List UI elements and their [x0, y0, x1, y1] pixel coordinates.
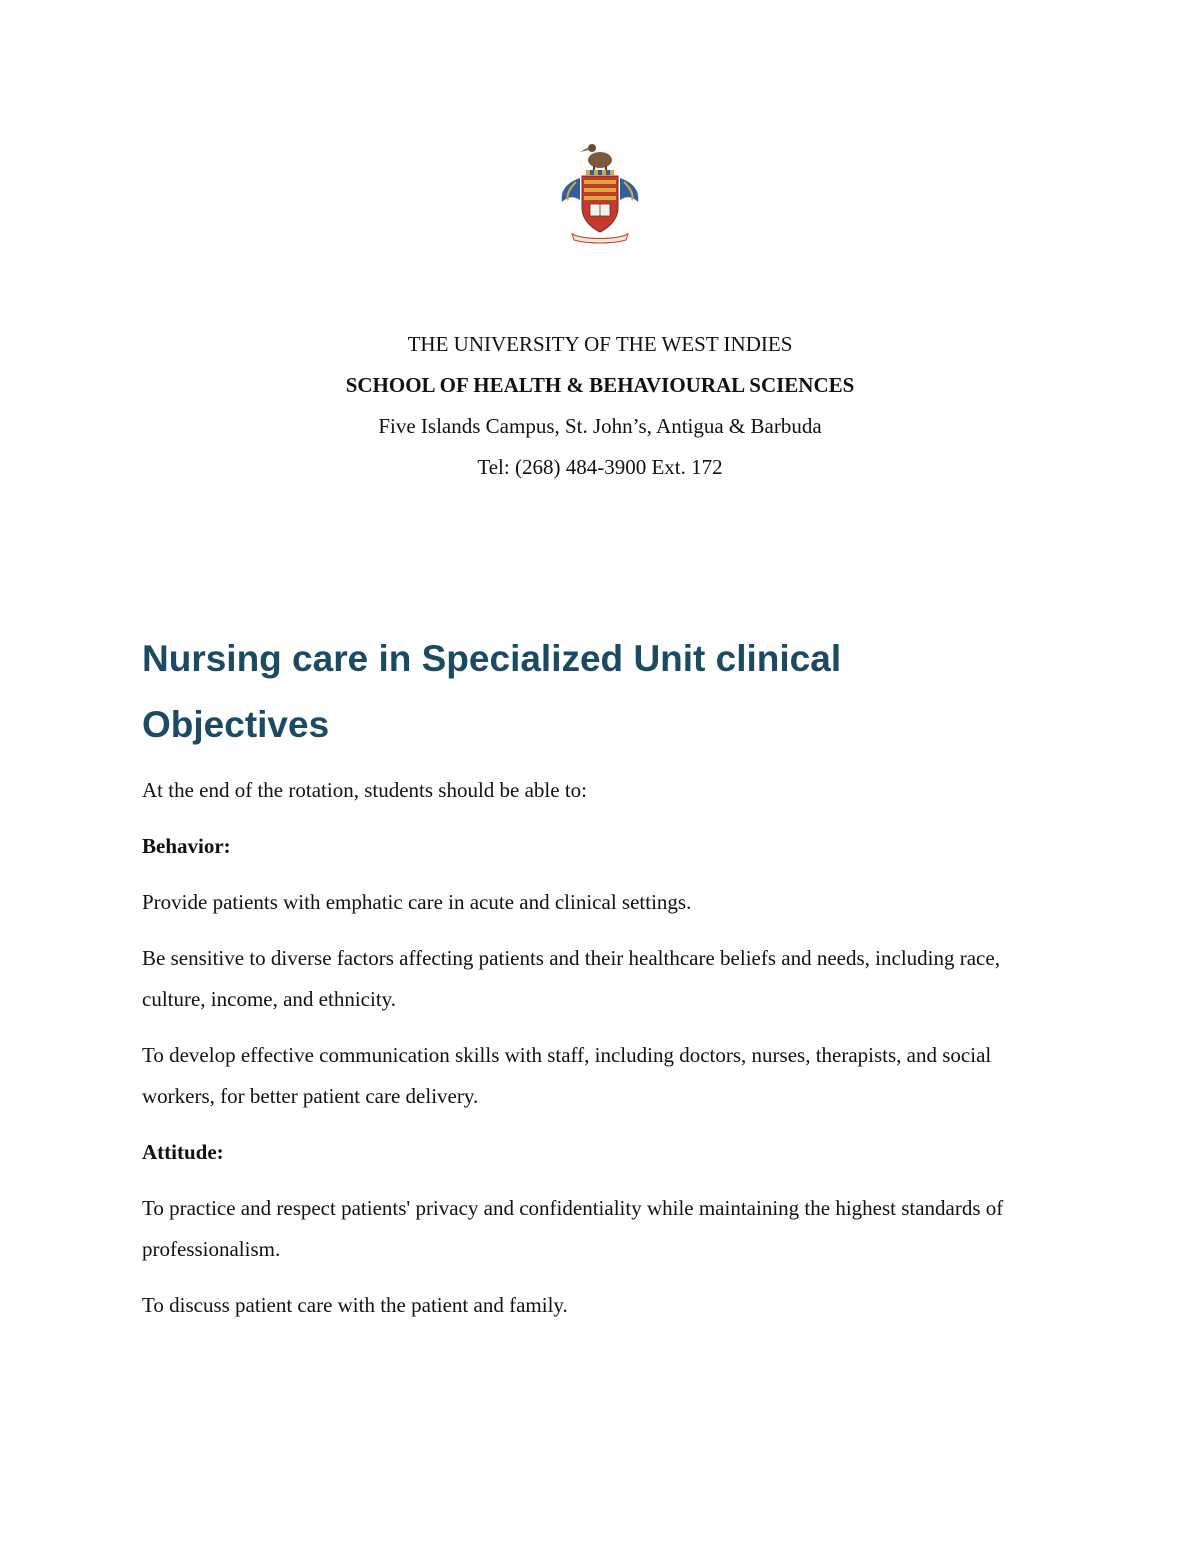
attitude-item: To practice and respect patients' privacy and confidentiality while maintaining the highest standards of professionalism. [142, 1196, 1004, 1261]
objectives-body [142, 770, 1062, 1341]
title-line-1: Nursing care in Specialized Unit clinical [142, 638, 842, 679]
attitude-item: To discuss patient care with the patient and family. [142, 1293, 568, 1317]
letterhead [0, 324, 1200, 488]
school-name: SCHOOL OF HEALTH & BEHAVIOURAL SCIENCES [345, 373, 855, 397]
behavior-heading: Behavior: [142, 834, 231, 858]
campus-address: Five Islands Campus, St. John’s, Antigua & Barbuda [378, 414, 822, 438]
behavior-item: Be sensitive to diverse factors affecting patients and their healthcare beliefs and needs, including race, culture, income, and ethnicity. [142, 946, 1000, 1011]
telephone: Tel: (268) 484-3900 Ext. 172 [477, 455, 723, 479]
behavior-item: Provide patients with emphatic care in acute and clinical settings. [142, 890, 692, 914]
university-name: THE UNIVERSITY OF THE WEST INDIES [407, 332, 793, 356]
title-line-2: Objectives [142, 704, 330, 745]
document-title [142, 626, 1102, 758]
intro-text: At the end of the rotation, students should be able to: [142, 778, 587, 802]
attitude-heading: Attitude: [142, 1140, 224, 1164]
university-crest-icon [550, 138, 650, 244]
behavior-item: To develop effective communication skills with staff, including doctors, nurses, therapists, and social workers, for better patient care delivery. [142, 1043, 992, 1108]
